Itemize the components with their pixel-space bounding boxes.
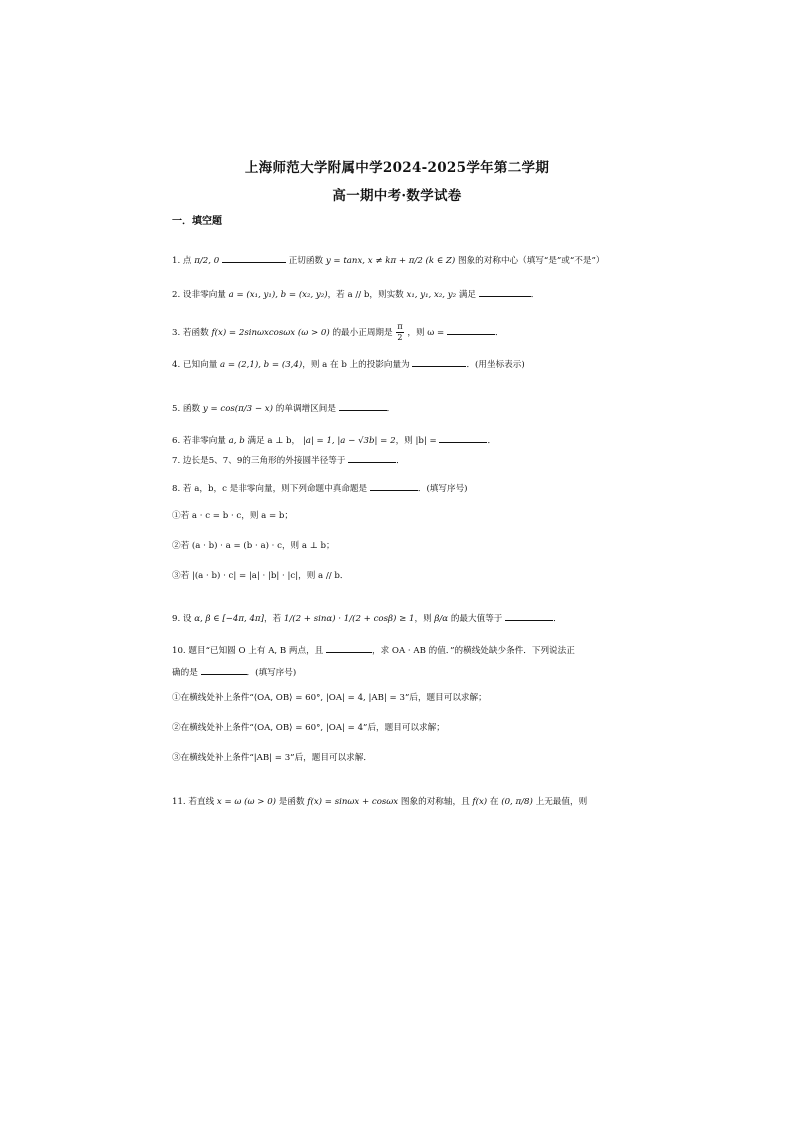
question-10-option-3: ③在横线处补上条件“|AB| = 3”后，题目可以求解． xyxy=(172,753,372,763)
question-3: 3. 若函数 f(x) = 2sinωxcosωx (ω > 0) 的最小正周期是 $\frac{\pi}{2}$ ，则 ω = ． xyxy=(172,322,504,342)
question-8-option-2: ②若 (a · b) · a = (b · a) · c，则 a ⊥ b； xyxy=(172,541,335,551)
answer-blank[interactable] xyxy=(412,356,466,367)
point-expression: π/2, 0 xyxy=(194,256,220,266)
question-1: 1. 点 π/2, 0 正切函数 y = tanx, x ≠ kπ + π/2 (k ∈ Z) 图象的对称中心（填写“是”或“不是”） xyxy=(172,252,604,267)
question-4: 4. 已知向量 a = (2,1), b = (3,4)，则 a 在 b 上的投影向量为 ．(用坐标表示) xyxy=(172,356,525,371)
question-7: 7. 边长是5、7、9的三角形的外接圆半径等于 ． xyxy=(172,452,405,467)
question-6: 6. 若非零向量 a, b 满足 a ⊥ b， |a| = 1, |a − √3b| = 2，则 |b| = ． xyxy=(172,432,496,447)
answer-blank[interactable] xyxy=(326,642,372,653)
answer-blank[interactable] xyxy=(447,324,495,335)
answer-blank[interactable] xyxy=(339,400,387,411)
question-10-option-2: ②在横线处补上条件“⟨OA, OB⟩ = 60°, |OA| = 4”后，题目可以求解； xyxy=(172,723,445,733)
question-11: 11. 若直线 x = ω (ω > 0) 是函数 f(x) = sinωx + cosωx 图象的对称轴，且 f(x) 在 (0, π/8) 上无最值，则 xyxy=(172,797,588,807)
answer-blank[interactable] xyxy=(348,452,396,463)
question-2: 2. 设非零向量 a = (x₁, y₁), b = (x₂, y₂)，若 a // b，则实数 x₁, y₁, x₂, y₂ 满足 ． xyxy=(172,286,539,301)
section-heading: 一．填空题 xyxy=(172,216,222,227)
question-8: 8. 若 a，b，c 是非零向量，则下列命题中真命题是 ．(填写序号) xyxy=(172,480,468,495)
exam-subtitle: 高一期中考·数学试卷 xyxy=(332,188,462,204)
exam-title: 上海师范大学附属中学2024-2025学年第二学期 xyxy=(244,160,550,176)
function-expression: y = tanx, x ≠ kπ + π/2 (k ∈ Z) xyxy=(325,256,456,266)
question-8-option-1: ①若 a · c = b · c，则 a = b； xyxy=(172,511,294,521)
question-10-option-1: ①在横线处补上条件“⟨OA, OB⟩ = 60°, |OA| = 4, |AB| = 3”后，题目可以求解； xyxy=(172,693,487,703)
answer-blank[interactable] xyxy=(222,252,286,263)
question-5: 5. 函数 y = cos(π/3 − x) 的单调增区间是 ． xyxy=(172,400,395,415)
answer-blank[interactable] xyxy=(505,610,553,621)
question-8-option-3: ③若 |(a · b) · c| = |a| · |b| · |c|，则 a // b． xyxy=(172,571,349,581)
question-9: 9. 设 α, β ∈ [−4π, 4π]，若 1/(2 + sinα) · 1/(2 + cosβ) ≥ 1，则 β/α 的最大值等于 ． xyxy=(172,610,562,625)
answer-blank[interactable] xyxy=(201,664,247,675)
answer-blank[interactable] xyxy=(439,432,487,443)
answer-blank[interactable] xyxy=(370,480,418,491)
answer-blank[interactable] xyxy=(479,286,531,297)
question-10: 10. 题目“已知圆 O 上有 A, B 两点，且 ，求 OA · AB 的值．”的横线处缺少条件．下列说法正 xyxy=(172,642,575,657)
pi-over-two: $\frac{\pi}{2}$ xyxy=(397,322,403,342)
question-10-line-2: 确的是 ．(填写序号) xyxy=(172,664,296,679)
